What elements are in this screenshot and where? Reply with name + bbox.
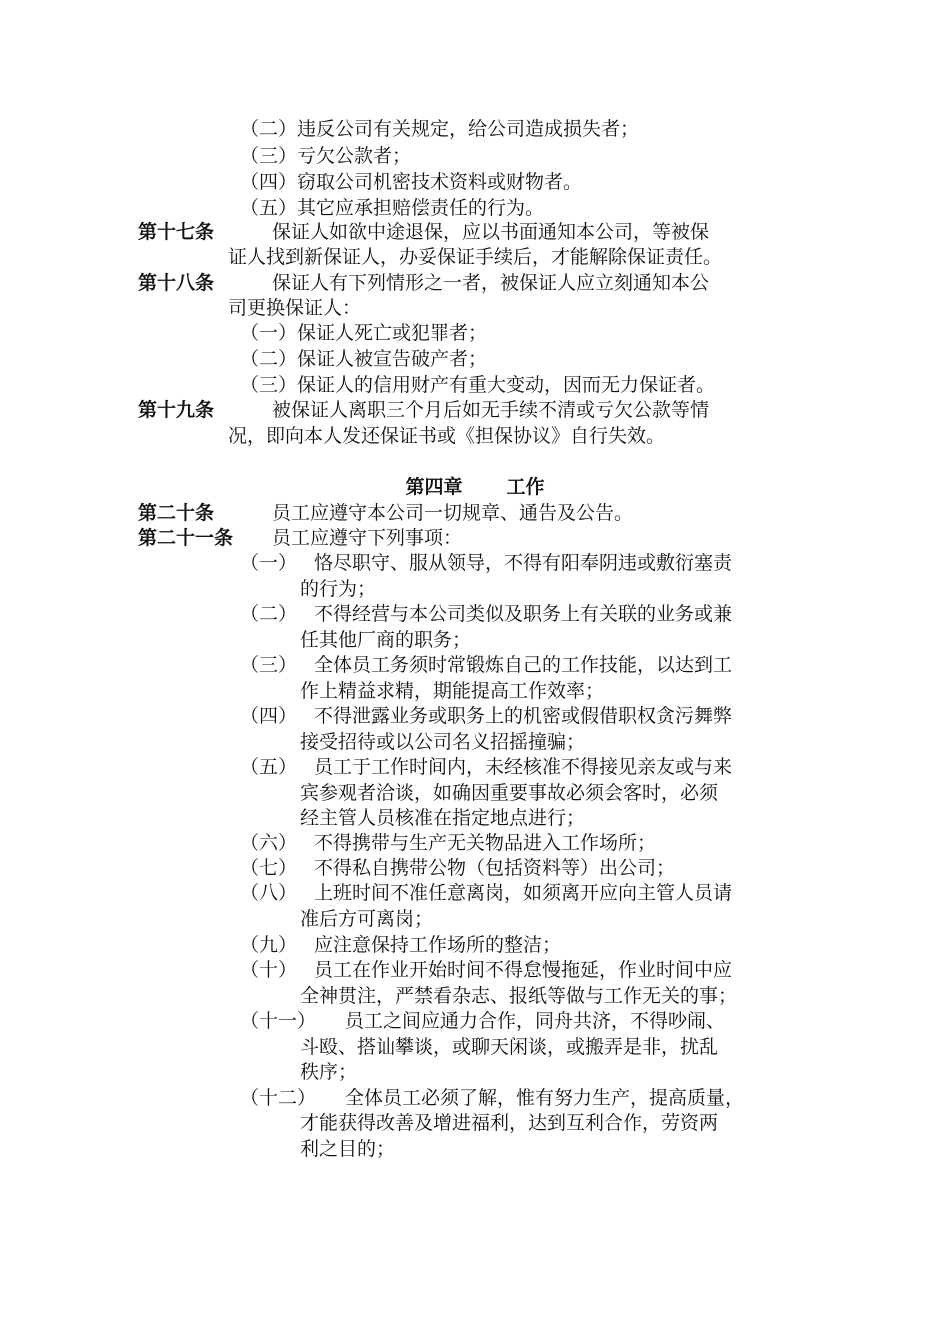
list-item: （三）保证人的信用财产有重大变动，因而无力保证者。: [240, 374, 716, 396]
article-number: 第十八条: [138, 272, 215, 294]
item-text: 员工于工作时间内，未经核准不得接见亲友或与来: [314, 756, 733, 778]
item-text: 不得私自携带公物（包括资料等）出公司；: [314, 857, 676, 879]
item-text: 才能获得改善及增进福利，达到互利合作，劳资两: [300, 1112, 719, 1134]
item-text: 应注意保持工作场所的整洁；: [314, 934, 562, 956]
item-text: 准后方可离岗；: [300, 908, 434, 930]
item-text: 不得泄露业务或职务上的机密或假借职权贪污舞弊: [314, 705, 733, 727]
item-text: 员工之间应通力合作，同舟共济，不得吵闹、: [345, 1010, 726, 1032]
item-text: 上班时间不准任意离岗，如须离开应向主管人员请: [314, 882, 733, 904]
item-text: 的行为；: [300, 578, 377, 600]
item-label: （一）: [240, 552, 298, 574]
item-text: 不得经营与本公司类似及职务上有关联的业务或兼: [314, 603, 733, 625]
article-text: 员工应遵守本公司一切规章、通告及公告。: [272, 502, 634, 524]
chapter-heading: [0, 474, 950, 501]
item-label: （二）: [240, 603, 298, 625]
item-label: （九）: [240, 934, 298, 956]
list-item: （三）亏欠公款者；: [240, 145, 412, 167]
item-text: 宾参观者洽谈，如确因重要事故必须会客时，必须: [300, 782, 719, 804]
article-text: 证人找到新保证人，办妥保证手续后，才能解除保证责任。: [228, 246, 723, 268]
item-text: 全体员工必须了解，惟有努力生产，提高质量，: [345, 1087, 745, 1109]
article-text: 况，即向本人发还保证书或《担保协议》自行失效。: [228, 425, 666, 447]
chapter-number: 第四章: [405, 476, 463, 498]
item-text: 秩序；: [300, 1061, 358, 1083]
item-label: （三）: [240, 654, 298, 676]
item-label: （十一）: [240, 1010, 317, 1032]
item-label: （六）: [240, 832, 298, 854]
article-number: 第二十条: [138, 502, 215, 524]
item-text: 任其他厂商的职务；: [300, 629, 472, 651]
article-text: 保证人有下列情形之一者，被保证人应立刻通知本公: [272, 272, 710, 294]
item-text: 利之目的；: [300, 1138, 396, 1160]
item-text: 员工在作业开始时间不得怠慢拖延，作业时间中应: [314, 959, 733, 981]
item-text: 斗殴、搭讪攀谈，或聊天闲谈，或搬弄是非，扰乱: [300, 1036, 719, 1058]
item-text: 不得携带与生产无关物品进入工作场所；: [314, 832, 657, 854]
item-text: 恪尽职守、服从领导，不得有阳奉阴违或敷衍塞责: [314, 552, 733, 574]
article-text: 司更换保证人：: [228, 297, 362, 319]
item-text: 作上精益求精，期能提高工作效率；: [300, 680, 605, 702]
item-text: 经主管人员核准在指定地点进行；: [300, 807, 586, 829]
article-number: 第十七条: [138, 221, 215, 243]
article-number: 第十九条: [138, 399, 215, 421]
item-label: （五）: [240, 756, 298, 778]
item-label: （四）: [240, 705, 298, 727]
article-number: 第二十一条: [138, 527, 234, 549]
item-text: 接受招待或以公司名义招摇撞骗；: [300, 731, 586, 753]
article-text: 被保证人离职三个月后如无手续不清或亏欠公款等情: [272, 399, 710, 421]
list-item: （二）保证人被宣告破产者；: [240, 348, 488, 370]
article-text: 保证人如欲中途退保，应以书面通知本公司，等被保: [272, 221, 710, 243]
list-item: （四）窃取公司机密技术资料或财物者。: [240, 171, 583, 193]
item-label: （十二）: [240, 1087, 317, 1109]
list-item: （二）违反公司有关规定，给公司造成损失者；: [240, 118, 640, 140]
item-label: （十）: [240, 959, 298, 981]
chapter-title: 工作: [506, 476, 545, 498]
item-text: 全神贯注，严禁看杂志、报纸等做与工作无关的事；: [300, 985, 738, 1007]
article-text: 员工应遵守下列事项：: [272, 527, 463, 549]
item-label: （八）: [240, 882, 298, 904]
list-item: （一）保证人死亡或犯罪者；: [240, 322, 488, 344]
item-text: 全体员工务须时常锻炼自己的工作技能，以达到工: [314, 654, 733, 676]
list-item: （五）其它应承担赔偿责任的行为。: [240, 197, 545, 219]
item-label: （七）: [240, 857, 298, 879]
